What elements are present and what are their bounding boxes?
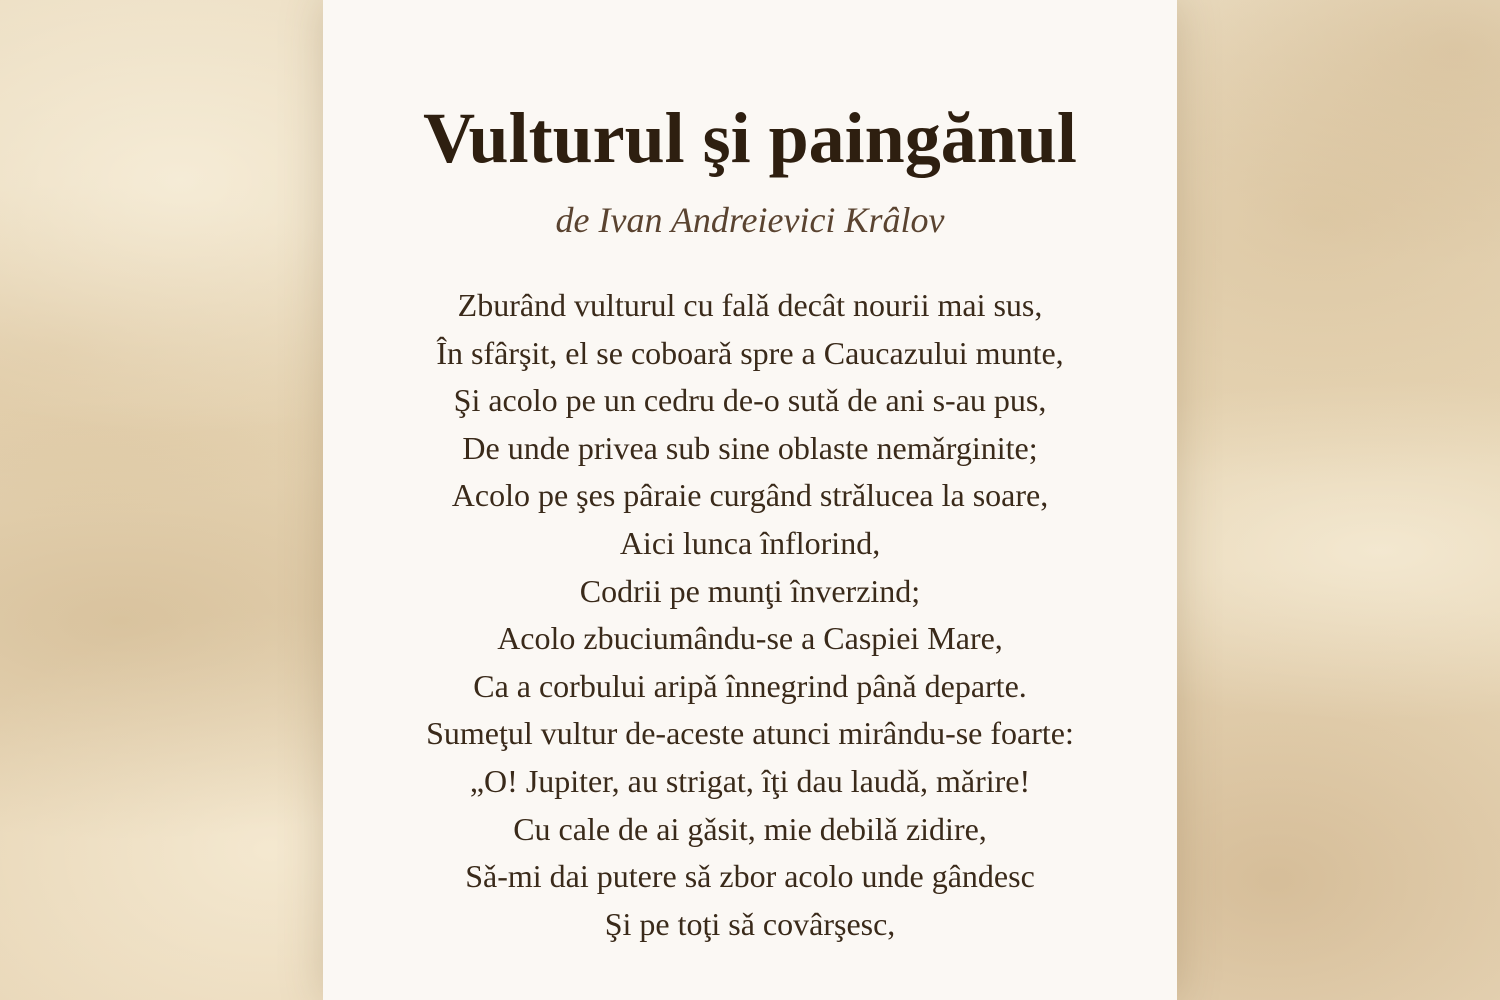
poem-line: Ca a corbului aripǎ înnegrind pânǎ departe. <box>473 667 1027 704</box>
poem-line: Acolo zbuciumându-se a Caspiei Mare, <box>497 620 1003 657</box>
poem-body <box>323 282 1177 948</box>
poem-line: Sǎ-mi dai putere sǎ zbor acolo unde gândesc <box>465 858 1035 895</box>
poem-line: Zburând vulturul cu falǎ decât nourii mai sus, <box>457 287 1043 323</box>
poem-line: Cu cale de ai gǎsit, mie debilǎ zidire, <box>513 810 987 847</box>
poem-line: Aici lunca înflorind, <box>619 524 881 561</box>
poem-author: de Ivan Andreievici Krâlov <box>555 200 945 240</box>
poem-line: De unde privea sub sine oblaste nemǎrginite; <box>462 429 1038 466</box>
poem-line: Sumeţul vultur de-aceste atunci mirându-se foarte: <box>426 715 1074 752</box>
poem-line: Acolo pe şes pâraie curgând strǎlucea la soare, <box>451 477 1049 514</box>
poem-title: Vulturul şi paingănul <box>423 98 1077 178</box>
poem-line: Codrii pe munţi înverzind; <box>579 572 921 609</box>
poem-line: Şi acolo pe un cedru de-o sutǎ de ani s-au pus, <box>453 382 1047 419</box>
poem-line: Şi pe toţi sǎ covârşesc, <box>604 905 896 942</box>
poem-page <box>323 0 1177 1000</box>
poem-line: „O! Jupiter, au strigat, îţi dau laudǎ, mǎrire! <box>469 762 1031 799</box>
poem-line: În sfârşit, el se coboarǎ spre a Caucazului munte, <box>436 334 1064 371</box>
